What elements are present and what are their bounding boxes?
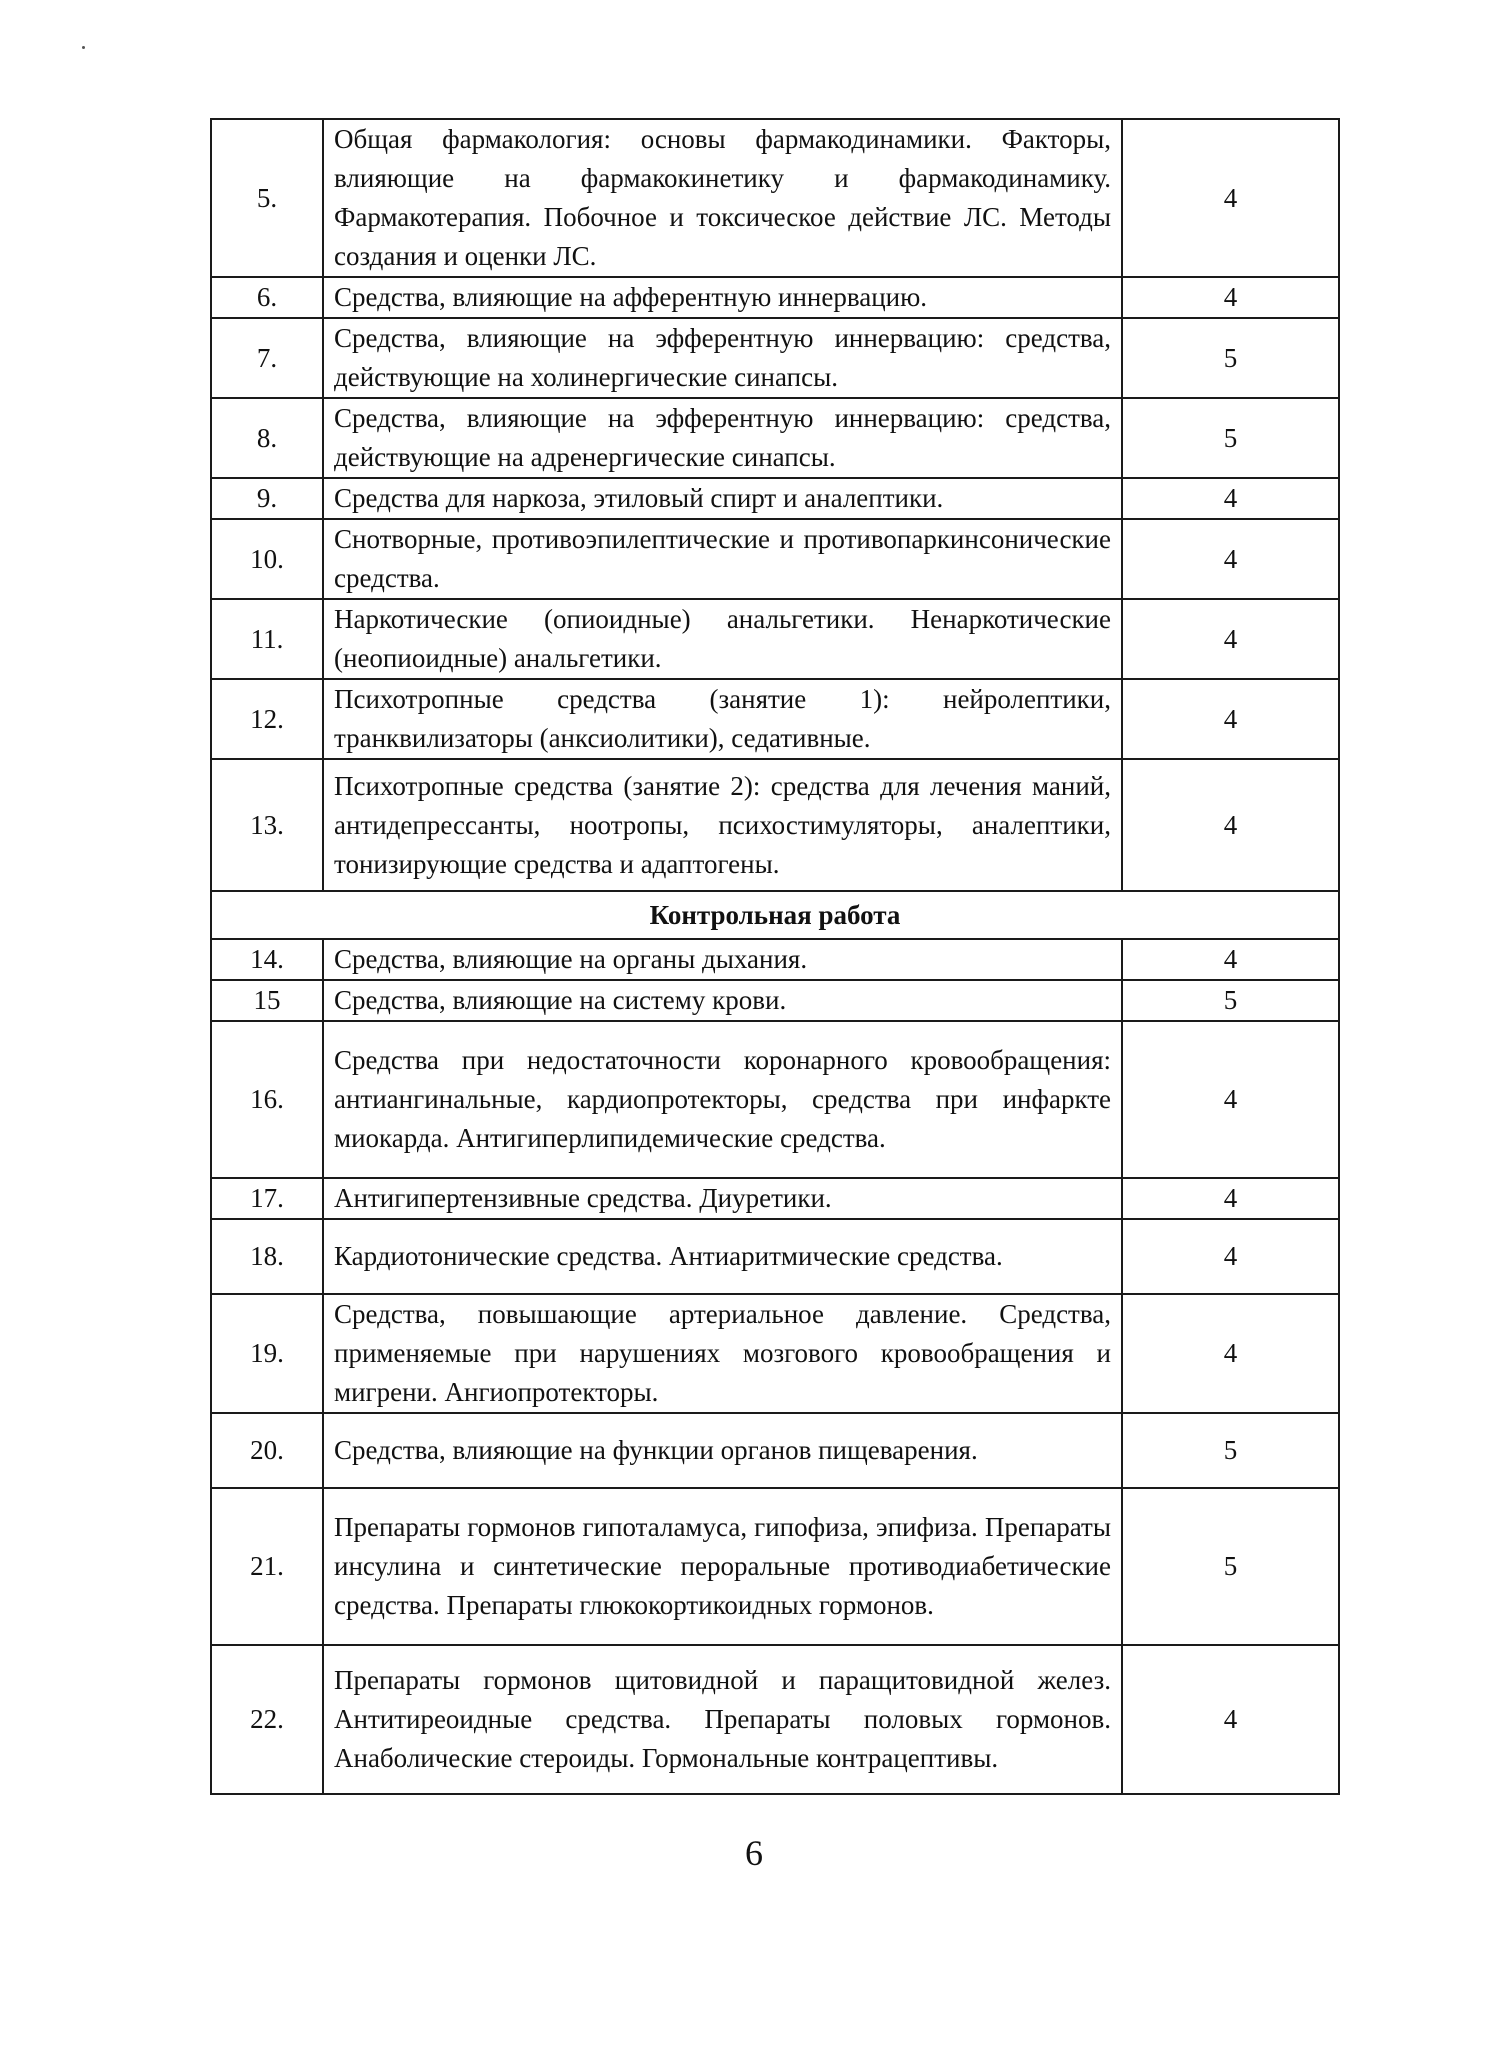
row-number: 12. bbox=[211, 679, 323, 759]
row-number: 11. bbox=[211, 599, 323, 679]
row-hours: 4 bbox=[1122, 277, 1339, 318]
row-number: 16. bbox=[211, 1021, 323, 1178]
table-row bbox=[211, 980, 1339, 1021]
row-hours: 4 bbox=[1122, 759, 1339, 891]
row-number: 17. bbox=[211, 1178, 323, 1219]
topics-table bbox=[210, 118, 1340, 1795]
row-topic: Средства, влияющие на функции органов пищеварения. bbox=[323, 1413, 1122, 1488]
row-hours: 5 bbox=[1122, 980, 1339, 1021]
row-topic: Средства для наркоза, этиловый спирт и аналептики. bbox=[323, 478, 1122, 519]
table-row bbox=[211, 679, 1339, 759]
row-topic: Психотропные средства (занятие 1): нейролептики, транквилизаторы (анксиолитики), седативные. bbox=[323, 679, 1122, 759]
row-number: 7. bbox=[211, 318, 323, 398]
row-hours: 5 bbox=[1122, 1413, 1339, 1488]
row-number: 19. bbox=[211, 1294, 323, 1413]
row-hours: 5 bbox=[1122, 398, 1339, 478]
table-row bbox=[211, 1294, 1339, 1413]
row-hours: 4 bbox=[1122, 1645, 1339, 1794]
row-number: 18. bbox=[211, 1219, 323, 1294]
row-hours: 4 bbox=[1122, 939, 1339, 980]
topics-table-body bbox=[211, 119, 1339, 1794]
row-topic: Средства при недостаточности коронарного кровообращения: антиангинальные, кардиопротекторы, средства при инфаркте миокарда. Антигиперлипидемические средства. bbox=[323, 1021, 1122, 1178]
scan-speck bbox=[82, 46, 85, 49]
row-topic: Наркотические (опиоидные) анальгетики. Ненаркотические (неопиоидные) анальгетики. bbox=[323, 599, 1122, 679]
table-row bbox=[211, 478, 1339, 519]
section-title: Контрольная работа bbox=[211, 891, 1339, 939]
row-number: 10. bbox=[211, 519, 323, 599]
row-hours: 4 bbox=[1122, 1294, 1339, 1413]
row-topic: Антигипертензивные средства. Диуретики. bbox=[323, 1178, 1122, 1219]
row-topic: Кардиотонические средства. Антиаритмические средства. bbox=[323, 1219, 1122, 1294]
row-topic: Средства, влияющие на систему крови. bbox=[323, 980, 1122, 1021]
row-topic: Препараты гормонов щитовидной и паращитовидной желез. Антитиреоидные средства. Препараты половых гормонов. Анаболические стероиды. Гормональные контрацептивы. bbox=[323, 1645, 1122, 1794]
table-row bbox=[211, 119, 1339, 277]
row-topic: Общая фармакология: основы фармакодинамики. Факторы, влияющие на фармакокинетику и фармакодинамику. Фармакотерапия. Побочное и токсическое действие ЛС. Методы создания и оценки ЛС. bbox=[323, 119, 1122, 277]
row-topic: Средства, влияющие на органы дыхания. bbox=[323, 939, 1122, 980]
row-topic: Снотворные, противоэпилептические и противопаркинсонические средства. bbox=[323, 519, 1122, 599]
row-topic: Средства, влияющие на эфферентную иннервацию: средства, действующие на адренергические синапсы. bbox=[323, 398, 1122, 478]
section-row bbox=[211, 891, 1339, 939]
row-topic: Психотропные средства (занятие 2): средства для лечения маний, антидепрессанты, ноотропы, психостимуляторы, аналептики, тонизирующие средства и адаптогены. bbox=[323, 759, 1122, 891]
table-row bbox=[211, 1413, 1339, 1488]
row-hours: 4 bbox=[1122, 1021, 1339, 1178]
table-row bbox=[211, 1178, 1339, 1219]
table-row bbox=[211, 759, 1339, 891]
row-topic: Препараты гормонов гипоталамуса, гипофиза, эпифиза. Препараты инсулина и синтетические пероральные противодиабетические средства. Препараты глюкокортикоидных гормонов. bbox=[323, 1488, 1122, 1645]
row-hours: 4 bbox=[1122, 599, 1339, 679]
row-topic: Средства, влияющие на эфферентную иннервацию: средства, действующие на холинергические синапсы. bbox=[323, 318, 1122, 398]
row-hours: 4 bbox=[1122, 119, 1339, 277]
row-number: 15 bbox=[211, 980, 323, 1021]
row-hours: 4 bbox=[1122, 1178, 1339, 1219]
row-number: 9. bbox=[211, 478, 323, 519]
row-number: 14. bbox=[211, 939, 323, 980]
table-row bbox=[211, 1488, 1339, 1645]
row-hours: 5 bbox=[1122, 318, 1339, 398]
table-row bbox=[211, 599, 1339, 679]
row-number: 13. bbox=[211, 759, 323, 891]
row-number: 8. bbox=[211, 398, 323, 478]
row-number: 22. bbox=[211, 1645, 323, 1794]
row-topic: Средства, влияющие на афферентную иннервацию. bbox=[323, 277, 1122, 318]
row-hours: 4 bbox=[1122, 679, 1339, 759]
row-hours: 5 bbox=[1122, 1488, 1339, 1645]
table-row bbox=[211, 1021, 1339, 1178]
row-number: 5. bbox=[211, 119, 323, 277]
row-number: 20. bbox=[211, 1413, 323, 1488]
row-topic: Средства, повышающие артериальное давление. Средства, применяемые при нарушениях мозгового кровообращения и мигрени. Ангиопротекторы. bbox=[323, 1294, 1122, 1413]
table-row bbox=[211, 519, 1339, 599]
table-row bbox=[211, 939, 1339, 980]
row-number: 6. bbox=[211, 277, 323, 318]
row-number: 21. bbox=[211, 1488, 323, 1645]
table-row bbox=[211, 1219, 1339, 1294]
table-row bbox=[211, 318, 1339, 398]
row-hours: 4 bbox=[1122, 519, 1339, 599]
row-hours: 4 bbox=[1122, 1219, 1339, 1294]
table-row bbox=[211, 398, 1339, 478]
row-hours: 4 bbox=[1122, 478, 1339, 519]
table-row bbox=[211, 277, 1339, 318]
table-row bbox=[211, 1645, 1339, 1794]
page-number: 6 bbox=[745, 1833, 763, 1873]
